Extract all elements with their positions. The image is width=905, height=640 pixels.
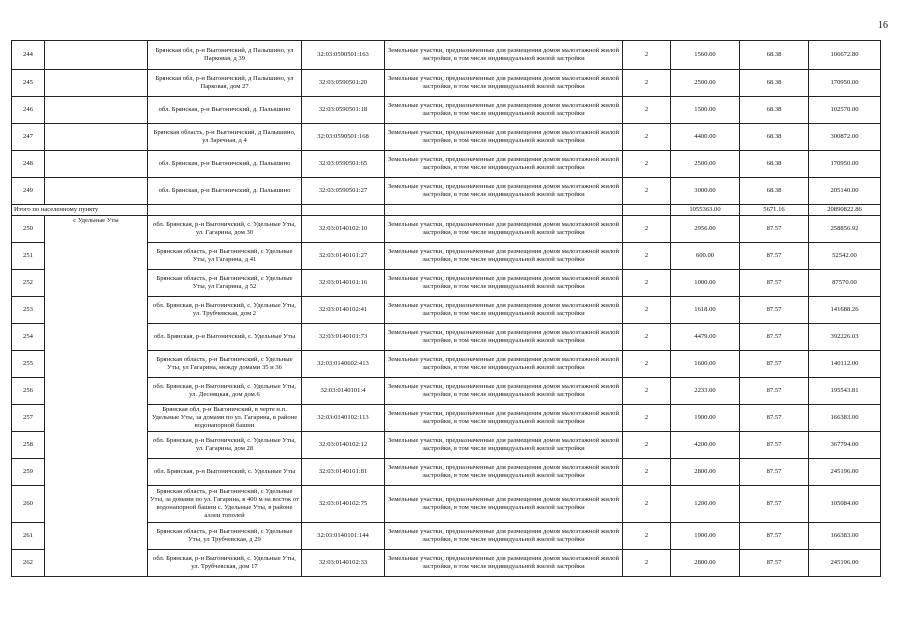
cadastral-value-cell: 300872.00 (809, 124, 881, 151)
unit-price-cell: 87.57 (740, 523, 809, 550)
row-number: 260 (12, 486, 45, 523)
area-cell: 1000.00 (671, 270, 740, 297)
area-cell: 1200.00 (671, 486, 740, 523)
address-cell: обл. Брянская, р-н Выгоничский, д. Палышино (148, 178, 302, 205)
category-cell: 2 (623, 124, 671, 151)
total-value: 20890822.86 (809, 205, 881, 216)
table-row (12, 41, 881, 70)
unit-price-cell: 87.57 (740, 324, 809, 351)
area-cell: 4400.00 (671, 124, 740, 151)
category-cell: 2 (623, 378, 671, 405)
cadastral-value-cell: 258856.92 (809, 216, 881, 243)
address-cell: Брянская область, р-н Выгоничский, с Удельные Уты, ул Гагарина, между домами 35 и 36 (148, 351, 302, 378)
category-cell: 2 (623, 178, 671, 205)
land-use-cell: Земельные участки, предназначенные для размещения домов малоэтажной жилой застройки, в том числе индивидуальной жилой застройки (385, 216, 623, 243)
area-cell: 1900.00 (671, 405, 740, 432)
address-cell: Брянская область, р-н Выгоничский, с Удельные Уты, за домами по ул. Гагарина, в 400 м на восток от водонапорной башни с. Удельные Уты, в районе аллеи тополей (148, 486, 302, 523)
area-cell: 4479.00 (671, 324, 740, 351)
address-cell: обл. Брянская, р-н Выгоничский, д. Палышино (148, 151, 302, 178)
unit-price-cell: 87.57 (740, 270, 809, 297)
cadastral-value-cell: 245196.00 (809, 459, 881, 486)
area-cell: 600.00 (671, 243, 740, 270)
cadastral-number-cell: 32:03:0590501:65 (302, 151, 385, 178)
unit-price-cell: 68.38 (740, 70, 809, 97)
unit-price-cell: 68.38 (740, 178, 809, 205)
cadastral-value-cell: 166383.00 (809, 523, 881, 550)
cadastral-value-cell: 170950.00 (809, 151, 881, 178)
cadastral-number-cell: 32:03:0140102:75 (302, 486, 385, 523)
cadastral-value-cell: 87570.00 (809, 270, 881, 297)
row-number: 251 (12, 243, 45, 270)
row-number: 246 (12, 97, 45, 124)
cadastral-value-cell: 52542.00 (809, 243, 881, 270)
row-number: 255 (12, 351, 45, 378)
cadastral-value-cell: 105084.00 (809, 486, 881, 523)
cadastral-value-cell: 140112.00 (809, 351, 881, 378)
table-body-total (12, 205, 881, 216)
cadastral-number-cell: 32:03:0140101:16 (302, 270, 385, 297)
area-cell: 1600.00 (671, 351, 740, 378)
address-cell: Брянская обл, р-н Выгоничский, д Палышино, ул Парковая, дом 27 (148, 70, 302, 97)
unit-price-cell: 68.38 (740, 124, 809, 151)
address-cell: Брянская область, р-н Выгоничский, с Удельные Уты, ул Гагарина, д 52 (148, 270, 302, 297)
category-cell: 2 (623, 70, 671, 97)
cadastral-number-cell: 32:03:0140102:33 (302, 550, 385, 577)
unit-price-cell: 87.57 (740, 243, 809, 270)
unit-price-cell: 87.57 (740, 550, 809, 577)
row-number: 262 (12, 550, 45, 577)
row-number: 256 (12, 378, 45, 405)
address-cell: обл. Брянская, р-н Выгоничский, с. Удельные Уты (148, 459, 302, 486)
category-cell: 2 (623, 486, 671, 523)
cadastral-value-cell: 367794.00 (809, 432, 881, 459)
area-cell: 2500.00 (671, 70, 740, 97)
unit-price-cell: 87.57 (740, 405, 809, 432)
category-cell: 2 (623, 270, 671, 297)
category-cell: 2 (623, 405, 671, 432)
row-number: 250 (12, 216, 45, 243)
cadastral-number-cell: 32:03:0140101:27 (302, 243, 385, 270)
area-cell: 2233.00 (671, 378, 740, 405)
area-cell: 1618.00 (671, 297, 740, 324)
unit-price-cell: 68.38 (740, 41, 809, 70)
cadastral-number-cell: 32:03:0590501:163 (302, 41, 385, 70)
land-use-cell: Земельные участки, предназначенные для размещения домов малоэтажной жилой застройки, в том числе индивидуальной жилой застройки (385, 270, 623, 297)
table-row (12, 97, 881, 124)
locality-cell (45, 70, 148, 97)
land-use-cell: Земельные участки, предназначенные для размещения домов малоэтажной жилой застройки, в том числе индивидуальной жилой застройки (385, 97, 623, 124)
category-cell: 2 (623, 297, 671, 324)
table-body-group-udelnye-uty (12, 216, 881, 577)
total-empty-cadastral (302, 205, 385, 216)
locality-cell (45, 97, 148, 124)
total-row (12, 205, 881, 216)
area-cell: 1500.00 (671, 97, 740, 124)
address-cell: обл. Брянская, р-н Выгоничский, с. Удельные Уты, ул. Гагарина, дом 28 (148, 432, 302, 459)
land-use-cell: Земельные участки, предназначенные для размещения домов малоэтажной жилой застройки, в том числе индивидуальной жилой застройки (385, 378, 623, 405)
address-cell: Брянская область, р-н Выгоничский, с Удельные Уты, ул Трубчевская, д 29 (148, 523, 302, 550)
table-row (12, 124, 881, 151)
total-area: 1055363.00 (671, 205, 740, 216)
land-use-cell: Земельные участки, предназначенные для размещения домов малоэтажной жилой застройки, в том числе индивидуальной жилой застройки (385, 243, 623, 270)
cadastral-value-cell: 392226.03 (809, 324, 881, 351)
category-cell: 2 (623, 151, 671, 178)
total-label: Итого по населенному пункту (12, 205, 148, 216)
cadastral-number-cell: 32:03:0140102:113 (302, 405, 385, 432)
land-use-cell: Земельные участки, предназначенные для размещения домов малоэтажной жилой застройки, в том числе индивидуальной жилой застройки (385, 351, 623, 378)
category-cell: 2 (623, 351, 671, 378)
land-use-cell: Земельные участки, предназначенные для размещения домов малоэтажной жилой застройки, в том числе индивидуальной жилой застройки (385, 70, 623, 97)
cadastral-number-cell: 32:03:0140101:144 (302, 523, 385, 550)
cadastral-number-cell: 32:03:0140102:12 (302, 432, 385, 459)
cadastral-value-cell: 195543.81 (809, 378, 881, 405)
category-cell: 2 (623, 243, 671, 270)
area-cell: 1560.00 (671, 41, 740, 70)
unit-price-cell: 68.38 (740, 151, 809, 178)
table-body-group-palyshino (12, 41, 881, 205)
address-cell: обл. Брянская, р-н Выгоничский, с. Удельные Уты, ул. Трубчевская, дом 2 (148, 297, 302, 324)
area-cell: 2500.00 (671, 151, 740, 178)
locality-name: с Удельные Уты (45, 216, 148, 577)
row-number: 245 (12, 70, 45, 97)
cadastral-number-cell: 32:03:0140101:81 (302, 459, 385, 486)
address-cell: Брянская обл, р-н Выгоничский, в черте н.п. Удельные Уты, за домами по ул. Гагарина, в районе водонапорной башни (148, 405, 302, 432)
category-cell: 2 (623, 324, 671, 351)
row-number: 248 (12, 151, 45, 178)
address-cell: Брянская обл, р-н Выгоничский, д Палышино, ул Парковая, д 39 (148, 41, 302, 70)
row-number: 247 (12, 124, 45, 151)
row-number: 257 (12, 405, 45, 432)
cadastral-value-cell: 102570.00 (809, 97, 881, 124)
land-use-cell: Земельные участки, предназначенные для размещения домов малоэтажной жилой застройки, в том числе индивидуальной жилой застройки (385, 41, 623, 70)
land-use-cell: Земельные участки, предназначенные для размещения домов малоэтажной жилой застройки, в том числе индивидуальной жилой застройки (385, 432, 623, 459)
row-number: 261 (12, 523, 45, 550)
address-cell: обл. Брянская, р-н Выгоничский, с. Удельные Уты, ул. Трубчевская, дом 17 (148, 550, 302, 577)
area-cell: 2956.00 (671, 216, 740, 243)
category-cell: 2 (623, 41, 671, 70)
land-use-cell: Земельные участки, предназначенные для размещения домов малоэтажной жилой застройки, в том числе индивидуальной жилой застройки (385, 124, 623, 151)
land-use-cell: Земельные участки, предназначенные для размещения домов малоэтажной жилой застройки, в том числе индивидуальной жилой застройки (385, 459, 623, 486)
land-registry-table (11, 40, 881, 577)
unit-price-cell: 87.57 (740, 486, 809, 523)
row-number: 253 (12, 297, 45, 324)
address-cell: Брянская область, р-н Выгоничский, д Палышино, ул Заречная, д 4 (148, 124, 302, 151)
land-use-cell: Земельные участки, предназначенные для размещения домов малоэтажной жилой застройки, в том числе индивидуальной жилой застройки (385, 324, 623, 351)
locality-cell (45, 124, 148, 151)
category-cell: 2 (623, 432, 671, 459)
land-use-cell: Земельные участки, предназначенные для размещения домов малоэтажной жилой застройки, в том числе индивидуальной жилой застройки (385, 523, 623, 550)
row-number: 249 (12, 178, 45, 205)
table-row (12, 178, 881, 205)
address-cell: обл. Брянская, р-н Выгоничский, с. Удельные Уты, ул. Гагарина, дом 30 (148, 216, 302, 243)
land-use-cell: Земельные участки, предназначенные для размещения домов малоэтажной жилой застройки, в том числе индивидуальной жилой застройки (385, 486, 623, 523)
unit-price-cell: 87.57 (740, 297, 809, 324)
category-cell: 2 (623, 459, 671, 486)
area-cell: 3000.00 (671, 178, 740, 205)
address-cell: Брянская область, р-н Выгоничский, с Удельные Уты, ул Гагарина, д 41 (148, 243, 302, 270)
unit-price-cell: 87.57 (740, 216, 809, 243)
cadastral-number-cell: 32:03:0140102:41 (302, 297, 385, 324)
category-cell: 2 (623, 216, 671, 243)
cadastral-value-cell: 170950.00 (809, 70, 881, 97)
total-price: 5671.16 (740, 205, 809, 216)
table-row (12, 151, 881, 178)
category-cell: 2 (623, 523, 671, 550)
cadastral-number-cell: 32:03:0590501:27 (302, 178, 385, 205)
cadastral-number-cell: 32:03:0590501:20 (302, 70, 385, 97)
cadastral-value-cell: 166383.00 (809, 405, 881, 432)
cadastral-number-cell: 32:03:0140101:73 (302, 324, 385, 351)
land-use-cell: Земельные участки, предназначенные для размещения домов малоэтажной жилой застройки, в том числе индивидуальной жилой застройки (385, 405, 623, 432)
locality-cell (45, 41, 148, 70)
total-empty-use (385, 205, 623, 216)
unit-price-cell: 87.57 (740, 459, 809, 486)
area-cell: 1900.00 (671, 523, 740, 550)
cadastral-value-cell: 106672.80 (809, 41, 881, 70)
area-cell: 2800.00 (671, 459, 740, 486)
cadastral-value-cell: 205140.00 (809, 178, 881, 205)
unit-price-cell: 87.57 (740, 378, 809, 405)
row-number: 244 (12, 41, 45, 70)
category-cell: 2 (623, 550, 671, 577)
row-number: 252 (12, 270, 45, 297)
land-use-cell: Земельные участки, предназначенные для размещения домов малоэтажной жилой застройки, в том числе индивидуальной жилой застройки (385, 297, 623, 324)
unit-price-cell: 68.38 (740, 97, 809, 124)
area-cell: 4200.00 (671, 432, 740, 459)
total-empty-address (148, 205, 302, 216)
unit-price-cell: 87.57 (740, 432, 809, 459)
address-cell: обл. Брянская, р-н Выгоничский, с. Удельные Уты, ул. Десняцкая, дом дом.6 (148, 378, 302, 405)
address-cell: обл. Брянская, р-н Выгоничский, д. Палышино (148, 97, 302, 124)
category-cell: 2 (623, 97, 671, 124)
address-cell: обл. Брянская, р-н Выгоничский, с. Удельные Уты (148, 324, 302, 351)
unit-price-cell: 87.57 (740, 351, 809, 378)
land-use-cell: Земельные участки, предназначенные для размещения домов малоэтажной жилой застройки, в том числе индивидуальной жилой застройки (385, 550, 623, 577)
land-use-cell: Земельные участки, предназначенные для размещения домов малоэтажной жилой застройки, в том числе индивидуальной жилой застройки (385, 151, 623, 178)
row-number: 254 (12, 324, 45, 351)
cadastral-number-cell: 32:03:0140602:413 (302, 351, 385, 378)
locality-cell (45, 151, 148, 178)
row-number: 258 (12, 432, 45, 459)
cadastral-number-cell: 32:03:0590501:168 (302, 124, 385, 151)
cadastral-number-cell: 32:03:0590501:18 (302, 97, 385, 124)
page-number: 16 (878, 20, 888, 31)
total-empty-category (623, 205, 671, 216)
cadastral-number-cell: 32:03:0140102:10 (302, 216, 385, 243)
area-cell: 2800.00 (671, 550, 740, 577)
cadastral-value-cell: 245196.00 (809, 550, 881, 577)
table-row (12, 216, 881, 243)
land-use-cell: Земельные участки, предназначенные для размещения домов малоэтажной жилой застройки, в том числе индивидуальной жилой застройки (385, 178, 623, 205)
locality-cell (45, 178, 148, 205)
cadastral-value-cell: 141688.26 (809, 297, 881, 324)
cadastral-number-cell: 32:03:0140101:4 (302, 378, 385, 405)
table-row (12, 70, 881, 97)
row-number: 259 (12, 459, 45, 486)
